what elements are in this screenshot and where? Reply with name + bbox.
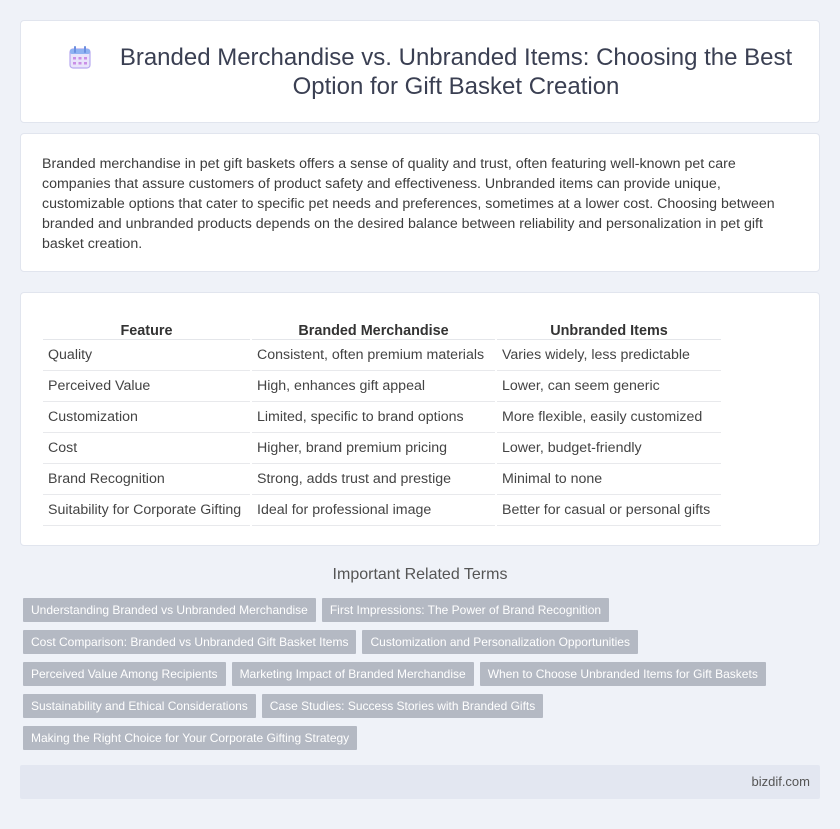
table-cell: Limited, specific to brand options: [251, 401, 496, 432]
intro-card: [20, 133, 820, 272]
title-wrap: [21, 43, 819, 101]
related-terms-list: [23, 598, 813, 758]
table-cell: Cost: [43, 432, 251, 463]
table-row: [43, 432, 721, 463]
tag-row: [23, 726, 813, 758]
table-cell: Higher, brand premium pricing: [251, 432, 496, 463]
tag-row: [23, 598, 813, 630]
page-title: Branded Merchandise vs. Unbranded Items: Choosing the Best Option for Gift Basket Creation: [119, 44, 793, 100]
tag-row: [23, 694, 813, 726]
table-cell: Better for casual or personal gifts: [496, 494, 721, 525]
table-row: [43, 370, 721, 401]
related-term-link[interactable]: Sustainability and Ethical Considerations: [23, 694, 256, 718]
table-cell: Consistent, often premium materials: [251, 339, 496, 370]
table-cell: Perceived Value: [43, 370, 251, 401]
related-term-link[interactable]: Marketing Impact of Branded Merchandise: [232, 662, 474, 686]
table-cell: Strong, adds trust and prestige: [251, 463, 496, 494]
comparison-card: [20, 292, 820, 546]
related-term-link[interactable]: Perceived Value Among Recipients: [23, 662, 226, 686]
header-unbranded: Unbranded Items: [496, 317, 721, 339]
table-cell: High, enhances gift appeal: [251, 370, 496, 401]
table-header-row: [43, 317, 721, 339]
table-cell: Quality: [43, 339, 251, 370]
tag-row: [23, 662, 813, 694]
table-row: [43, 339, 721, 370]
comparison-table: [43, 317, 721, 526]
table-row: [43, 463, 721, 494]
table-cell: Varies widely, less predictable: [496, 339, 721, 370]
footer-site-link[interactable]: bizdif.com: [751, 774, 810, 789]
related-term-link[interactable]: Case Studies: Success Stories with Branded Gifts: [262, 694, 543, 718]
table-cell: Minimal to none: [496, 463, 721, 494]
related-term-link[interactable]: Understanding Branded vs Unbranded Merchandise: [23, 598, 316, 622]
table-row: [43, 494, 721, 525]
footer: [20, 765, 820, 799]
related-terms-heading: Important Related Terms: [332, 566, 508, 583]
table-cell: Customization: [43, 401, 251, 432]
table-cell: Lower, can seem generic: [496, 370, 721, 401]
table-cell: Brand Recognition: [43, 463, 251, 494]
related-term-link[interactable]: When to Choose Unbranded Items for Gift Baskets: [480, 662, 766, 686]
related-term-link[interactable]: First Impressions: The Power of Brand Recognition: [322, 598, 609, 622]
header-branded: Branded Merchandise: [251, 317, 496, 339]
table-row: [43, 401, 721, 432]
title-card: [20, 20, 820, 123]
table-cell: Lower, budget-friendly: [496, 432, 721, 463]
table-cell: More flexible, easily customized: [496, 401, 721, 432]
table-cell: Suitability for Corporate Gifting: [43, 494, 251, 525]
intro-paragraph: Branded merchandise in pet gift baskets offers a sense of quality and trust, often featuring well-known pet care companies that assure customers of product safety and effectiveness. Unbranded items can provide unique, customizable options that cater to specific pet needs and preferences, sometimes at a lower cost. Choosing between branded and unbranded products depends on the desired balance between reliability and personalization in pet gift basket creation.: [42, 156, 775, 252]
header-feature: Feature: [43, 317, 251, 339]
related-term-link[interactable]: Cost Comparison: Branded vs Unbranded Gift Basket Items: [23, 630, 356, 654]
table-cell: Ideal for professional image: [251, 494, 496, 525]
related-term-link[interactable]: Making the Right Choice for Your Corporate Gifting Strategy: [23, 726, 357, 750]
tag-row: [23, 630, 813, 662]
related-term-link[interactable]: Customization and Personalization Opportunities: [362, 630, 637, 654]
